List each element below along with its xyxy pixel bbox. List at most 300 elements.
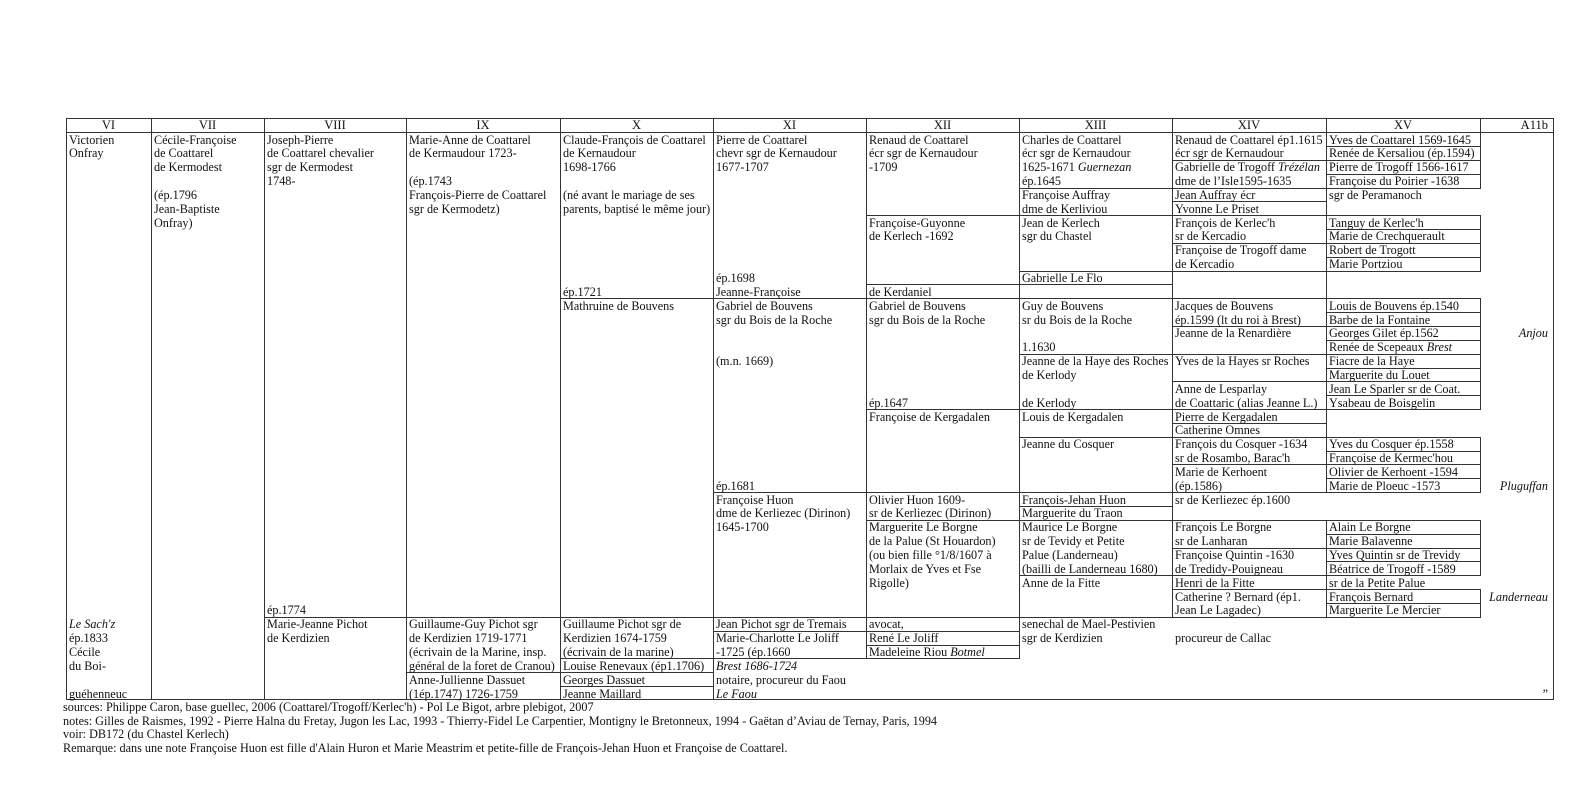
person-entry (1175, 410, 1278, 424)
entry-text: Gabriel de Bouvens (869, 298, 966, 313)
entry-text: Marguerite du Traon (1022, 506, 1123, 521)
entry-text: sgr de Peramanoch (1329, 187, 1422, 202)
person-entry (69, 659, 106, 673)
entry-text: Madeleine Riou (869, 644, 951, 659)
entry-text: Yves du Cosquer ép.1558 (1329, 437, 1454, 452)
person-entry (716, 271, 755, 285)
entry-text: François du Cosquer -1634 (1175, 437, 1308, 452)
person-entry (716, 299, 813, 313)
person-entry (1022, 396, 1077, 410)
person-entry (69, 645, 100, 659)
entry-text: Pierre de Kergadalen (1175, 409, 1278, 424)
person-entry (1329, 340, 1452, 354)
entry-text: Françoise de Kergadalen (869, 409, 990, 424)
entry-text: Jean Le Lagadec) (1175, 603, 1261, 618)
person-entry (1022, 354, 1169, 368)
person-entry (267, 133, 333, 147)
entry-text: -1709 (869, 160, 898, 175)
table-rule (264, 118, 265, 700)
person-entry (716, 354, 773, 368)
entry-text: écr sgr de Kernaudour (1175, 146, 1284, 161)
entry-text: de Kernaudour (563, 146, 636, 161)
entry-text: de Kerdaniel (869, 284, 932, 299)
person-entry (409, 673, 525, 687)
person-entry (563, 673, 645, 687)
entry-text: Françoise-Guyonne (869, 215, 966, 230)
entry-text: Renaud de Coattarel ép1.1615 (1175, 132, 1323, 147)
entry-text: dme de Kerliviou (1022, 201, 1108, 216)
entry-text: Alain Le Borgne (1329, 520, 1411, 535)
entry-text: de Kercadio (1175, 257, 1235, 272)
person-entry (1022, 146, 1131, 160)
person-entry (1022, 631, 1103, 645)
entry-place-italic: Trézélan (1278, 160, 1320, 175)
table-rule (866, 118, 867, 659)
person-entry (716, 687, 757, 701)
column-header-xv: XV (1393, 118, 1413, 132)
entry-text: de Tredidy-Pouigneau (1175, 561, 1283, 576)
entry-text: Françoise de Kermec'hou (1329, 451, 1454, 466)
entry-text: Marie de Ploeuc -1573 (1329, 478, 1441, 493)
person-entry (869, 299, 966, 313)
entry-text: de Kerlody (1022, 367, 1077, 382)
entry-text: Jean de Kerlech (1022, 215, 1100, 230)
person-entry (1175, 354, 1310, 368)
person-entry (409, 659, 555, 673)
column-header-ix: IX (476, 118, 490, 132)
entry-text: Marie-Anne de Coattarel (409, 132, 531, 147)
person-entry (154, 188, 197, 202)
entry-text: ép.1698 (716, 271, 755, 285)
person-entry (869, 216, 965, 230)
person-entry (267, 160, 353, 174)
entry-text: sgr du Chastel (1022, 229, 1092, 244)
entry-text: sgr de Kermodest (267, 160, 353, 175)
entry-text: Marie Balavenne (1329, 534, 1413, 549)
entry-text: -1725 (ép.1660 (716, 644, 791, 659)
person-entry (1175, 299, 1273, 313)
entry-text: Onfray (69, 146, 104, 161)
person-entry (154, 216, 193, 230)
person-entry (1329, 229, 1445, 243)
person-entry (1175, 133, 1323, 147)
entry-place-italic: Botmel (950, 644, 985, 659)
person-entry (1175, 603, 1261, 617)
entry-text: ép.1681 (716, 478, 755, 493)
footer-remarque: Remarque: dans une note Françoise Huon est fille d'Alain Huron et Marie Meastrim et petite-fille de François-Jehan Huon et Françoise de Coattarel. (63, 741, 788, 755)
person-entry (563, 631, 667, 645)
entry-text: Renée de Kersaliou (ép.1594) (1329, 146, 1475, 161)
person-entry (409, 188, 546, 202)
entry-text: Jean Auffray écr (1175, 187, 1256, 202)
person-entry (1175, 590, 1301, 604)
person-entry (869, 493, 965, 507)
entry-text: Mathruine de Bouvens (563, 298, 675, 313)
person-entry (1329, 299, 1459, 313)
person-entry (1175, 146, 1284, 160)
person-entry (563, 188, 695, 202)
person-entry (1329, 257, 1402, 271)
person-entry (869, 229, 954, 243)
person-entry (267, 603, 306, 617)
column-header-viii: VIII (324, 118, 346, 132)
entry-text: (1ép.1747) 1726-1759 (409, 686, 518, 701)
entry-text: (ép.1586) (1175, 478, 1223, 493)
entry-text: Gabrielle Le Flo (1022, 271, 1103, 285)
person-entry (1329, 396, 1435, 410)
person-entry (1022, 506, 1123, 520)
person-entry (1480, 687, 1548, 701)
entry-text: (ép.1796 (154, 187, 197, 202)
person-entry (1175, 396, 1317, 410)
person-entry (1022, 271, 1103, 285)
person-entry (716, 673, 846, 687)
person-entry (1175, 257, 1234, 271)
person-entry (716, 617, 847, 631)
entry-text: Pierre de Trogoff 1566-1617 (1329, 160, 1469, 175)
person-entry (563, 202, 710, 216)
entry-text: Jean Pichot sgr de Tremais (716, 617, 847, 632)
entry-text: Marie de Crechquerault (1329, 229, 1445, 244)
entry-text: chevr sgr de Kernaudour (716, 146, 837, 161)
column-header-xii: XII (933, 118, 952, 132)
entry-text: de Coattarel (154, 146, 214, 161)
person-entry (716, 160, 769, 174)
entry-text: 1698-1766 (563, 160, 616, 175)
person-entry (409, 617, 538, 631)
person-entry (1175, 631, 1271, 645)
entry-text: (écrivain de la Marine, insp. (409, 644, 547, 659)
entry-text: Yves de la Hayes sr Roches (1175, 354, 1310, 369)
person-entry (1329, 437, 1454, 451)
person-entry (267, 146, 374, 160)
person-entry (869, 645, 985, 659)
person-entry (869, 160, 897, 174)
entry-text: Palue (Landerneau) (1022, 548, 1118, 562)
person-entry (1175, 202, 1259, 216)
entry-text: François-Pierre de Coattarel (409, 187, 547, 202)
entry-text: Marie Portziou (1329, 257, 1403, 272)
entry-text: 1677-1707 (716, 160, 769, 175)
person-entry (1329, 174, 1459, 188)
person-entry (1175, 160, 1320, 174)
person-entry (563, 160, 616, 174)
person-entry (1022, 202, 1107, 216)
person-entry (1175, 423, 1260, 437)
person-entry (1022, 562, 1158, 576)
entry-text: Rigolle) (869, 575, 909, 590)
entry-text: sgr de Kermodetz) (409, 201, 500, 216)
person-entry (1329, 146, 1475, 160)
entry-place-italic: Guernezan (1077, 160, 1132, 175)
entry-text: de Kermaudour 1723- (409, 146, 517, 161)
person-entry (1175, 548, 1294, 562)
entry-text: Béatrice de Trogoff -1589 (1329, 561, 1456, 576)
entry-text: guéhenneuc (69, 686, 128, 701)
person-entry (1022, 340, 1056, 354)
entry-text: de Kerlody (1022, 395, 1077, 410)
person-entry (1175, 243, 1306, 257)
entry-text: Jean-Baptiste (154, 201, 220, 216)
person-entry (869, 410, 990, 424)
person-entry (1329, 326, 1439, 340)
entry-text: sr de Kerliezec (Dirinon) (869, 506, 992, 521)
person-entry (1175, 382, 1267, 396)
entry-text: ” (1542, 686, 1548, 701)
person-entry (69, 687, 127, 701)
person-entry (716, 285, 801, 299)
entry-text: Barbe de la Fontaine (1329, 312, 1431, 327)
entry-text: Guillaume Pichot sgr de (563, 617, 682, 632)
person-entry (69, 146, 104, 160)
entry-text: Georges Gilet ép.1562 (1329, 326, 1439, 341)
entry-text: Jeanne de la Haye des Roches (1022, 354, 1169, 369)
entry-text: sr de la Petite Palue (1329, 575, 1426, 590)
person-entry (1175, 437, 1307, 451)
person-entry (154, 202, 220, 216)
footer-voir: voir: DB172 (du Chastel Kerlech) (63, 727, 229, 741)
person-entry (1329, 479, 1440, 493)
person-entry (1022, 229, 1092, 243)
person-entry (1022, 520, 1117, 534)
entry-text: 1.1630 (1022, 340, 1056, 355)
person-entry (1022, 534, 1125, 548)
person-entry (563, 659, 704, 673)
person-entry (1175, 493, 1290, 507)
entry-text: 1748- (267, 174, 296, 189)
person-entry (869, 617, 904, 631)
entry-text: Guillaume-Guy Pichot sgr (409, 617, 538, 632)
entry-text: 1625-1671 (1022, 160, 1078, 175)
person-entry (1329, 534, 1413, 548)
person-entry (1022, 174, 1061, 188)
person-entry (716, 645, 790, 659)
person-entry (1022, 410, 1123, 424)
table-rule (66, 118, 67, 700)
person-entry (1022, 437, 1114, 451)
entry-text: François-Jehan Huon (1022, 492, 1126, 507)
entry-text: René Le Joliff (869, 631, 939, 646)
entry-text: Charles de Coattarel (1022, 132, 1122, 147)
person-entry (563, 299, 674, 313)
entry-text: Fiacre de la Haye (1329, 354, 1415, 369)
entry-text: Yves Quintin sr de Trevidy (1329, 548, 1461, 562)
entry-text: Jeanne Maillard (563, 686, 642, 701)
person-entry (1022, 299, 1103, 313)
entry-place-italic: Landerneau (1489, 589, 1548, 604)
person-entry (1022, 576, 1100, 590)
column-header-x: X (631, 118, 642, 132)
person-entry (1175, 326, 1291, 340)
person-entry (1480, 590, 1548, 604)
table-rule (1019, 118, 1020, 659)
entry-text: Ysabeau de Boisgelin (1329, 395, 1436, 410)
entry-text: Maurice Le Borgne (1022, 520, 1118, 535)
person-entry (1175, 534, 1247, 548)
person-entry (869, 520, 978, 534)
entry-text: (né avant le mariage de ses (563, 187, 695, 202)
person-entry (1329, 603, 1440, 617)
entry-text: dme de Kerliezec (Dirinon) (716, 506, 851, 521)
entry-text: Robert de Trogott (1329, 243, 1416, 258)
person-entry (869, 313, 985, 327)
entry-text: Pierre de Coattarel (716, 132, 808, 147)
entry-text: (ép.1743 (409, 174, 452, 189)
table-rule (560, 118, 561, 700)
person-entry (869, 396, 908, 410)
person-entry (716, 133, 807, 147)
entry-text: Françoise de Trogoff dame (1175, 243, 1307, 258)
entry-text: Jeanne-Françoise (716, 284, 801, 299)
person-entry (1329, 576, 1425, 590)
entry-text: sgr du Bois de la Roche (869, 312, 986, 327)
person-entry (154, 146, 213, 160)
person-entry (869, 133, 969, 147)
entry-place-italic: Brest 1686-1724 (716, 658, 798, 673)
entry-text: sr de Tevidy et Petite (1022, 534, 1125, 549)
person-entry (1175, 520, 1272, 534)
person-entry (1480, 479, 1548, 493)
person-entry (1022, 133, 1122, 147)
column-header-xi: XI (782, 118, 797, 132)
person-entry (1329, 188, 1422, 202)
person-entry (1175, 313, 1301, 327)
person-entry (563, 285, 602, 299)
entry-text: de Kerlech -1692 (869, 229, 954, 244)
entry-text: Anne de Lesparlay (1175, 381, 1268, 396)
entry-text: Onfray) (154, 215, 193, 230)
entry-place-italic: Brest (1426, 340, 1453, 355)
person-entry (869, 506, 991, 520)
person-entry (1329, 548, 1461, 562)
entry-text: Gabriel de Bouvens (716, 298, 813, 313)
person-entry (1329, 216, 1424, 230)
entry-text: Guy de Bouvens (1022, 298, 1104, 313)
entry-text: de Kerdizien 1719-1771 (409, 631, 528, 646)
person-entry (1329, 354, 1415, 368)
entry-text: (m.n. 1669) (716, 354, 774, 369)
person-entry (409, 631, 527, 645)
entry-text: ép.1645 (1022, 174, 1061, 189)
entry-text: Cécile (69, 644, 101, 659)
table-rule (406, 118, 407, 700)
entry-text: Anne de la Fitte (1022, 575, 1101, 590)
person-entry (1022, 313, 1132, 327)
person-entry (1329, 465, 1458, 479)
entry-text: ép.1833 (69, 631, 108, 646)
entry-text: Gabrielle de Trogoff (1175, 160, 1279, 175)
entry-text: de Coattaric (alias Jeanne L.) (1175, 395, 1318, 410)
person-entry (154, 133, 237, 147)
person-entry (1329, 133, 1471, 147)
person-entry (1022, 160, 1131, 174)
entry-text: ép.1774 (267, 603, 306, 618)
entry-text: de Coattarel chevalier (267, 146, 374, 161)
entry-text: Jeanne du Cosquer (1022, 437, 1115, 452)
entry-text: Joseph-Pierre (267, 132, 334, 147)
person-entry (716, 659, 797, 673)
entry-text: de Kermodest (154, 160, 223, 175)
person-entry (1022, 493, 1126, 507)
person-entry (1480, 326, 1548, 340)
entry-text: François Bernard (1329, 589, 1414, 604)
entry-text: Louis de Kergadalen (1022, 409, 1124, 424)
entry-text: Marguerite Le Mercier (1329, 603, 1441, 618)
person-entry (563, 133, 706, 147)
entry-text: senechal de Mael-Pestivien (1022, 617, 1156, 632)
entry-text: Tanguy de Kerlec'h (1329, 215, 1424, 230)
column-header-vii: VII (198, 118, 217, 132)
person-entry (1022, 368, 1077, 382)
entry-text: Marguerite Le Borgne (869, 520, 978, 535)
entry-text: sgr du Bois de la Roche (716, 312, 833, 327)
entry-text: Catherine Omnes (1175, 423, 1260, 438)
person-entry (409, 174, 452, 188)
entry-text: procureur de Callac (1175, 631, 1272, 646)
person-entry (1329, 520, 1411, 534)
person-entry (1022, 617, 1155, 631)
person-entry (267, 174, 295, 188)
entry-place-italic: Anjou (1518, 326, 1548, 341)
entry-text: sr du Bois de la Roche (1022, 312, 1133, 327)
entry-text: de la Palue (St Houardon) (869, 534, 996, 549)
entry-text: Anne-Jullienne Dassuet (409, 672, 526, 687)
person-entry (716, 479, 755, 493)
entry-text: général de la foret de Cranou) (409, 658, 555, 673)
entry-text: sr de Kercadio (1175, 229, 1247, 244)
table-rule (713, 118, 714, 700)
person-entry (563, 146, 636, 160)
entry-text: Jean Le Sparler sr de Coat. (1329, 381, 1461, 396)
person-entry (869, 534, 996, 548)
person-entry (869, 548, 992, 562)
person-entry (409, 146, 517, 160)
entry-text: Henri de la Fitte (1175, 575, 1255, 590)
entry-text: Françoise Quintin -1630 (1175, 548, 1295, 562)
entry-text: François Le Borgne (1175, 520, 1272, 535)
entry-text: Catherine ? Bernard (ép1. (1175, 589, 1301, 604)
entry-text: Marie de Kerhoent (1175, 464, 1268, 479)
person-entry (563, 617, 681, 631)
column-header-vi: VI (101, 118, 116, 132)
entry-text: écr sgr de Kernaudour (869, 146, 978, 161)
person-entry (563, 645, 674, 659)
entry-text: Victorien (69, 132, 115, 147)
column-header-xiv: XIV (1237, 118, 1261, 132)
person-entry (409, 687, 518, 701)
entry-place-italic: Le Faou (716, 686, 757, 701)
person-entry (716, 146, 837, 160)
person-entry (154, 160, 222, 174)
column-header-xiii: XIII (1084, 118, 1107, 132)
person-entry (1175, 216, 1275, 230)
entry-text: Olivier Huon 1609- (869, 492, 966, 507)
entry-text: avocat, (869, 617, 904, 632)
person-entry (716, 493, 794, 507)
entry-text: sr de Kerliezec ép.1600 (1175, 492, 1291, 507)
person-entry (1175, 188, 1255, 202)
table-rule (1553, 118, 1554, 700)
entry-text: Jacques de Bouvens (1175, 298, 1274, 313)
entry-text: 1645-1700 (716, 520, 769, 535)
entry-text: Olivier de Kerhoent -1594 (1329, 464, 1458, 479)
entry-text: sr de Lanharan (1175, 534, 1248, 549)
entry-text: (ou bien fille °1/8/1607 à (869, 548, 992, 562)
person-entry (409, 645, 546, 659)
person-entry (1175, 229, 1246, 243)
entry-text: Françoise Auffray (1022, 187, 1111, 202)
person-entry (69, 617, 115, 631)
